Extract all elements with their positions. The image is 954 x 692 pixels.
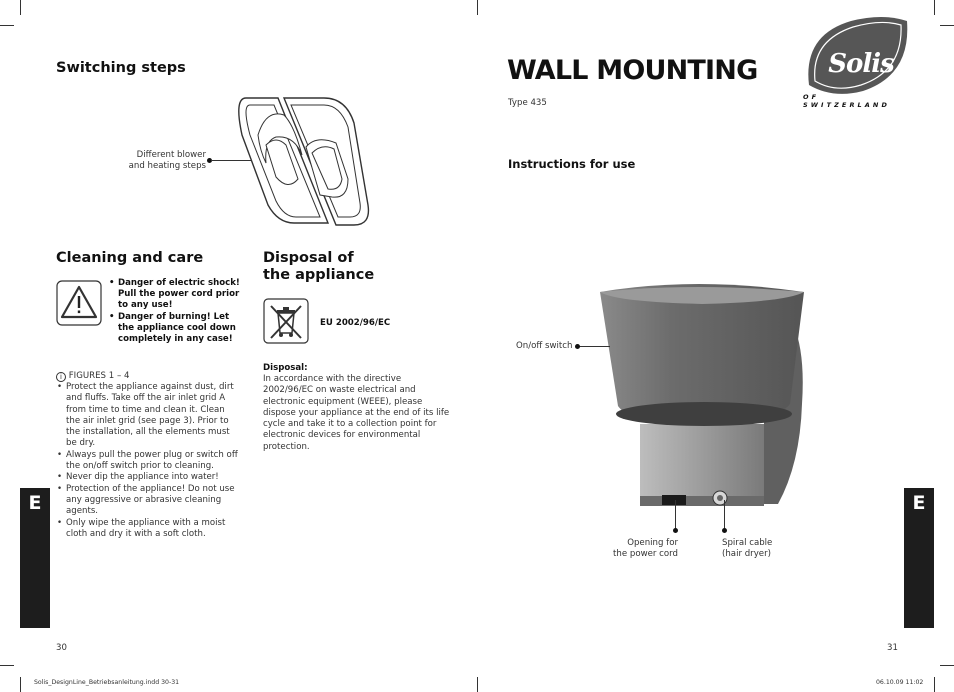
type-label: Type 435 <box>508 98 547 108</box>
warning-item: • Danger of electric shock! Pull the power cord prior to any use! <box>108 278 244 312</box>
list-item: • Protect the appliance against dust, dirt and fluffs. Take off the air inlet grid A from time to time and clean it. Clean the air inlet grid (see page 3). Prior to the installation, all the elements must be dry. <box>56 382 238 450</box>
crop-mark <box>0 665 14 666</box>
list-item: • Always pull the power plug or switch off the on/off switch prior to cleaning. <box>56 450 238 473</box>
list-item: • Only wipe the appliance with a moist cloth and dry it with a soft cloth. <box>56 518 238 541</box>
callout-line <box>675 500 676 530</box>
crop-mark <box>934 677 935 692</box>
side-tab-right: E <box>904 488 934 628</box>
callout-line <box>576 346 610 347</box>
page-number-left: 30 <box>56 643 67 653</box>
fold-mark <box>477 0 478 15</box>
list-item: • Never dip the appliance into water! <box>56 472 238 483</box>
crop-mark <box>0 25 14 26</box>
logo-subtitle: OF SWITZERLAND <box>803 93 890 109</box>
warning-icon <box>56 280 102 326</box>
callout-line <box>724 500 725 530</box>
fold-mark <box>477 677 478 692</box>
disposal-title: Disposal: <box>263 363 308 373</box>
crop-mark <box>934 0 935 15</box>
side-tab-left: E <box>20 488 50 628</box>
page-title: WALL MOUNTING <box>507 55 758 86</box>
warning-item: • Danger of burning! Let the appliance cool down completely in any case! <box>108 312 244 346</box>
crop-mark <box>940 25 954 26</box>
callout-dot <box>575 344 580 349</box>
footer-filename: Solis_DesignLine_Betriebsanleitung.indd 30-31 <box>34 679 180 686</box>
cleaning-bullets <box>56 382 238 540</box>
switching-callout: Different blower and heating steps <box>128 150 206 172</box>
crop-mark <box>940 665 954 666</box>
cleaning-heading: Cleaning and care <box>56 250 204 266</box>
disposal-heading: Disposal of the appliance <box>263 250 375 283</box>
instructions-label: Instructions for use <box>508 157 636 171</box>
crop-mark <box>20 677 21 692</box>
info-icon: i <box>56 372 66 382</box>
wall-mount-illustration <box>596 274 808 512</box>
list-item: • Protection of the appliance! Do not use any aggressive or abrasive cleaning agents. <box>56 484 238 518</box>
solis-logo <box>803 15 911 109</box>
weee-bin-icon <box>263 298 309 344</box>
logo-text: Solis <box>828 49 894 79</box>
footer-datetime: 06.10.09 11:02 <box>876 679 924 686</box>
onoff-label: On/off switch <box>516 341 573 351</box>
opening-label: Opening for the power cord <box>613 538 678 560</box>
disposal-text: In accordance with the directive 2002/96/EC on waste electrical and electronic equipment (WEEE), please dispose your appliance at the end of its life cycle and take it to a collection point for electronic devices for environmental protection. <box>263 374 450 452</box>
callout-dot <box>722 528 727 533</box>
figures-note: i FIGURES 1 – 4 <box>56 371 129 382</box>
spiral-label: Spiral cable (hair dryer) <box>722 538 773 560</box>
page-number-right: 31 <box>887 643 898 653</box>
switching-steps-heading: Switching steps <box>56 60 186 76</box>
directive-label: EU 2002/96/EC <box>320 318 391 328</box>
callout-dot <box>673 528 678 533</box>
switch-illustration <box>236 95 370 230</box>
cleaning-warnings <box>108 278 244 345</box>
crop-mark <box>20 0 21 15</box>
